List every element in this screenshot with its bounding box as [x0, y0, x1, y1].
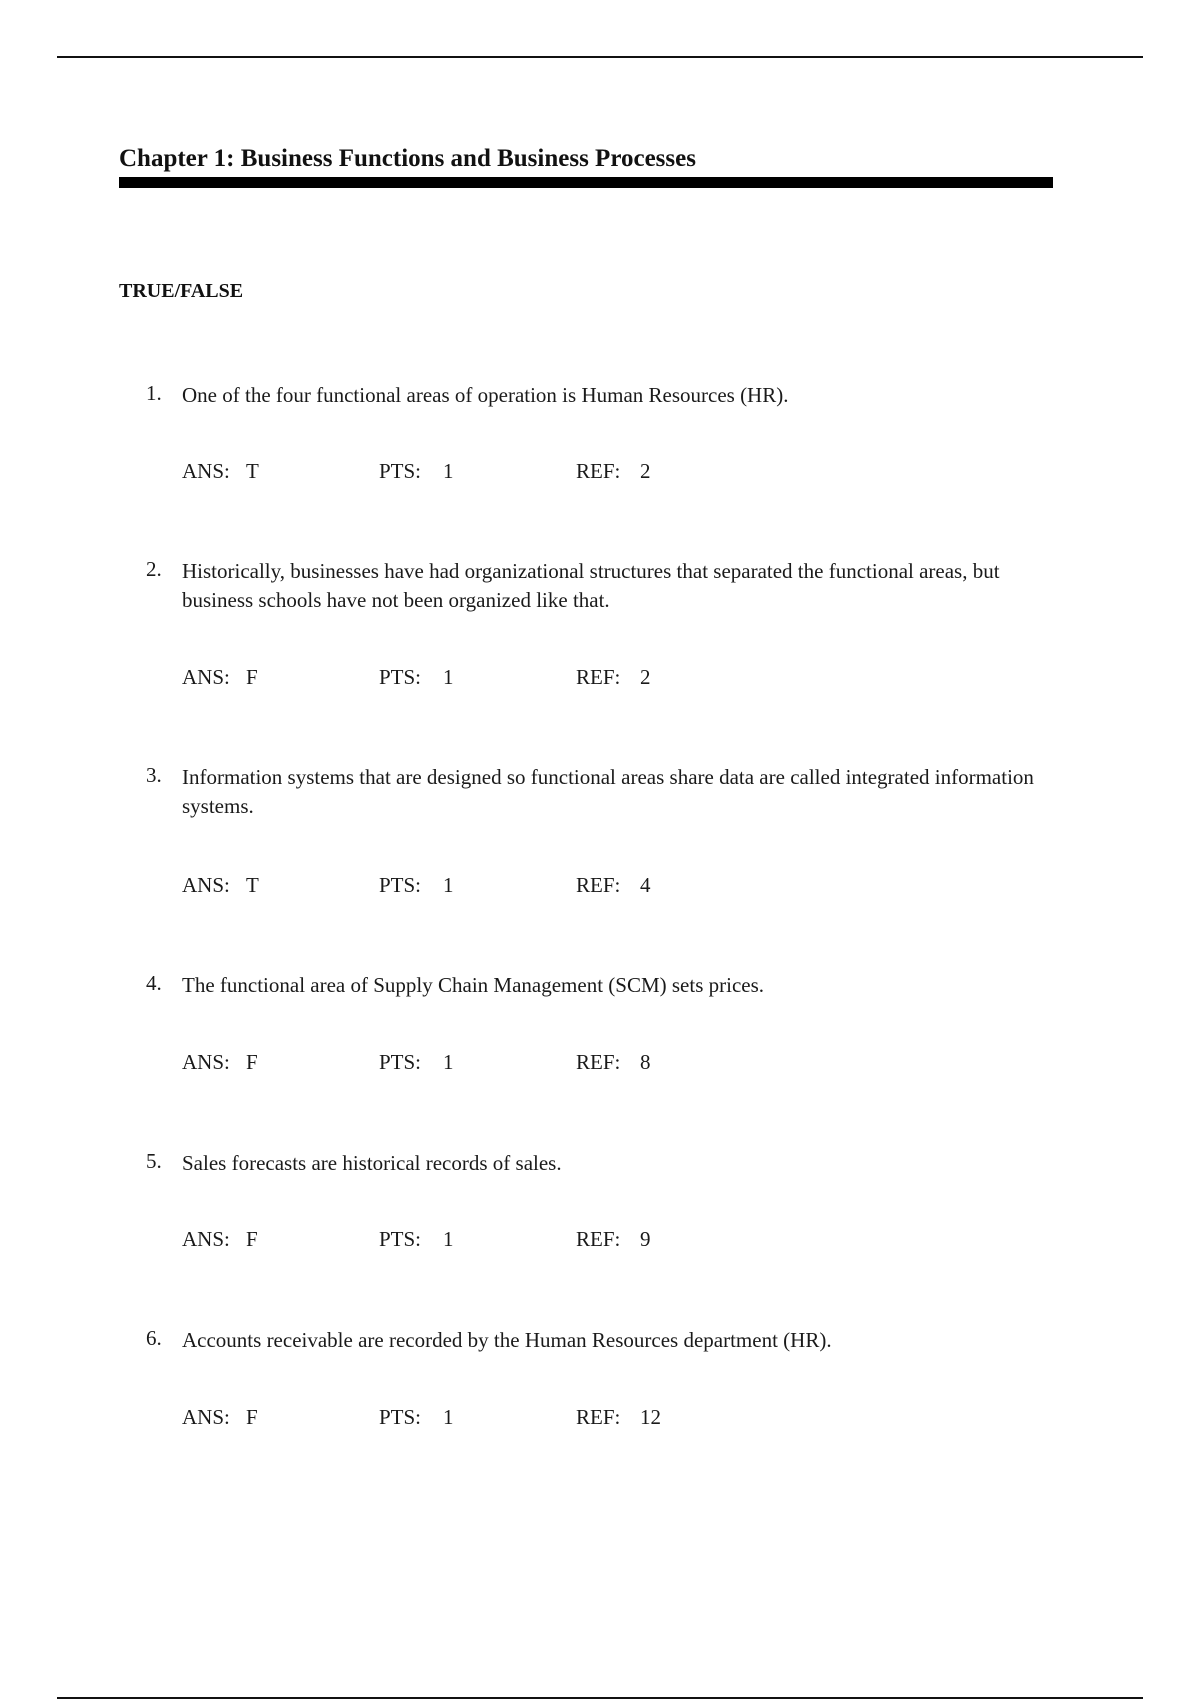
ans-label: ANS:: [182, 873, 230, 897]
pts-value: 1: [443, 873, 454, 897]
ref-label: REF:: [576, 873, 621, 897]
top-rule: [57, 56, 1143, 58]
pts-value: 1: [443, 1405, 454, 1429]
answer-row: [182, 1405, 782, 1431]
ref-value: 2: [640, 459, 651, 483]
ans-value: T: [246, 459, 259, 483]
ref-value: 4: [640, 873, 651, 897]
answer-row: [182, 1050, 782, 1076]
ref-label: REF:: [576, 1405, 621, 1429]
pts-label: PTS:: [379, 1405, 422, 1429]
question-text: Information systems that are designed so functional areas share data are called integrated information systems.: [182, 765, 1034, 818]
section-heading: TRUE/FALSE: [119, 280, 244, 302]
ans-value: F: [246, 1405, 258, 1429]
ans-label: ANS:: [182, 1227, 230, 1251]
question-number: 5.: [146, 1149, 162, 1173]
ans-value: F: [246, 1050, 258, 1074]
answer-row: [182, 665, 782, 691]
ans-value: F: [246, 1227, 258, 1251]
answer-row: [182, 1227, 782, 1253]
pts-value: 1: [443, 1050, 454, 1074]
question-text: Historically, businesses have had organizational structures that separated the functional areas, but business schools have not been organized like that.: [182, 559, 1000, 612]
pts-label: PTS:: [379, 1050, 422, 1074]
pts-label: PTS:: [379, 459, 422, 483]
ans-label: ANS:: [182, 459, 230, 483]
ans-label: ANS:: [182, 1405, 230, 1429]
pts-label: PTS:: [379, 1227, 422, 1251]
question-number: 6.: [146, 1326, 162, 1350]
ans-value: T: [246, 873, 259, 897]
chapter-title: Chapter 1: Business Functions and Business Processes: [119, 145, 696, 172]
answer-row: [182, 459, 782, 485]
question-number: 4.: [146, 971, 162, 995]
ref-value: 2: [640, 665, 651, 689]
pts-label: PTS:: [379, 665, 422, 689]
pts-value: 1: [443, 665, 454, 689]
question-text: Accounts receivable are recorded by the Human Resources department (HR).: [182, 1328, 832, 1352]
bottom-rule: [57, 1697, 1143, 1699]
pts-value: 1: [443, 459, 454, 483]
question-text: Sales forecasts are historical records of sales.: [182, 1151, 562, 1175]
ans-value: F: [246, 665, 258, 689]
answer-row: [182, 873, 782, 899]
question-text: The functional area of Supply Chain Management (SCM) sets prices.: [182, 973, 765, 997]
ref-label: REF:: [576, 665, 621, 689]
ref-value: 12: [640, 1405, 661, 1429]
question-number: 2.: [146, 557, 162, 581]
ans-label: ANS:: [182, 1050, 230, 1074]
ref-value: 9: [640, 1227, 651, 1251]
ans-label: ANS:: [182, 665, 230, 689]
question-text: One of the four functional areas of operation is Human Resources (HR).: [182, 383, 789, 407]
title-underline-bar: [119, 177, 1053, 188]
question-number: 3.: [146, 763, 162, 787]
ref-label: REF:: [576, 459, 621, 483]
question-number: 1.: [146, 381, 162, 405]
pts-label: PTS:: [379, 873, 422, 897]
ref-value: 8: [640, 1050, 651, 1074]
ref-label: REF:: [576, 1050, 621, 1074]
pts-value: 1: [443, 1227, 454, 1251]
ref-label: REF:: [576, 1227, 621, 1251]
